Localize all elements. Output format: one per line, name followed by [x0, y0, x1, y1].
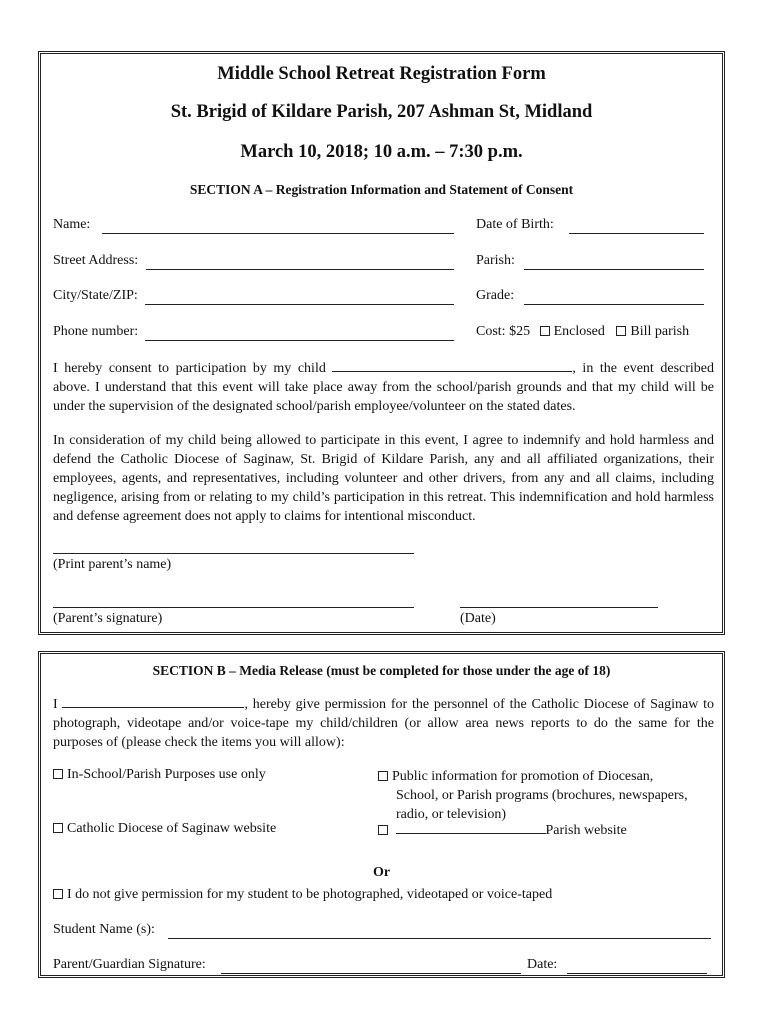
permission-text-end: , hereby give permission for the personnel of the Catholic Diocese of Saginaw to photograph, videotape and/or voice-tape my child/children (or allow area news reports to do the same for the purposes of (please check the items you will allow):: [53, 697, 715, 750]
dob-label: Date of Birth:: [476, 217, 554, 232]
public-option-line-2: School, or Parish programs (brochures, newspapers,: [396, 788, 688, 803]
option-school: [53, 767, 266, 783]
enclosed-checkbox[interactable]: [540, 326, 550, 336]
or-label: Or: [372, 865, 391, 880]
name-label: Name:: [53, 217, 91, 232]
phone-label: Phone number:: [53, 324, 139, 339]
signature-label: (Parent’s signature): [53, 611, 163, 626]
parish-website-field[interactable]: [396, 821, 546, 834]
date-line[interactable]: [460, 607, 658, 608]
option-public: [378, 767, 688, 824]
consent-paragraph: [53, 359, 714, 416]
permission-paragraph: [53, 695, 714, 752]
parish-label: Parish:: [476, 253, 515, 268]
option-parish-website: [378, 821, 627, 839]
section-a-box: [38, 51, 725, 635]
diocese-option-label: Catholic Diocese of Saginaw website: [67, 821, 277, 836]
name-field[interactable]: [102, 221, 454, 234]
public-checkbox[interactable]: [378, 771, 388, 781]
guardian-name-field[interactable]: [62, 695, 244, 708]
guardian-label: Parent/Guardian Signature:: [53, 957, 206, 972]
no-permission-label: I do not give permission for my student to be photographed, videotaped or voice-taped: [67, 887, 553, 902]
section-b-box: [38, 651, 725, 978]
cost-row: [476, 324, 689, 340]
indemnification-paragraph: In consideration of my child being allowed to participate in this event, I agree to indemnify and hold harmless and defend the Catholic Diocese of Saginaw, St. Brigid of Kildare Parish, any and all affiliated organizations, their employees, agents, and representatives, including volunteer and other drivers, from any and all claims, including negligence, arising from or relating to my child’s participation in this retreat. This indemnification and hold harmless and defense agreement does not apply to claims for intentional misconduct.: [53, 433, 714, 524]
student-name-field[interactable]: [168, 926, 711, 939]
street-field[interactable]: [146, 257, 454, 270]
section-b-date-field[interactable]: [567, 961, 707, 974]
bill-parish-label: Bill parish: [630, 324, 690, 339]
parish-field[interactable]: [524, 257, 704, 270]
consent-text-start: I hereby consent to participation by my child: [53, 361, 326, 376]
form-title: Middle School Retreat Registration Form: [217, 64, 546, 84]
phone-field[interactable]: [145, 328, 454, 341]
option-no-permission: [53, 887, 552, 903]
section-a-heading: SECTION A – Registration Information and Statement of Consent: [189, 182, 574, 197]
cost-label: Cost: $25: [476, 324, 531, 339]
permission-text-start: I: [53, 697, 58, 712]
public-option-line-1: Public information for promotion of Diocesan,: [392, 769, 654, 784]
bill-parish-checkbox[interactable]: [616, 326, 626, 336]
public-option-line-3: radio, or television): [396, 807, 507, 822]
grade-field[interactable]: [524, 292, 704, 305]
enclosed-label: Enclosed: [553, 324, 605, 339]
event-location: St. Brigid of Kildare Parish, 207 Ashman St, Midland: [170, 102, 593, 122]
section-b-date-label: Date:: [527, 957, 558, 972]
child-name-field[interactable]: [332, 359, 572, 372]
print-name-label: (Print parent’s name): [53, 557, 172, 572]
option-diocese: [53, 821, 276, 837]
print-name-line[interactable]: [53, 553, 414, 554]
city-field[interactable]: [145, 292, 454, 305]
section-b-heading: SECTION B – Media Release (must be completed for those under the age of 18): [152, 663, 611, 678]
guardian-signature-field[interactable]: [221, 961, 521, 974]
dob-field[interactable]: [569, 221, 704, 234]
event-date: March 10, 2018; 10 a.m. – 7:30 p.m.: [240, 142, 523, 162]
consent-text-end: , in the event described above. I understand that this event will take place away from the school/parish grounds and that my child will be under the supervision of the designated school/parish employee/volunteer on the stated dates.: [53, 361, 715, 414]
diocese-checkbox[interactable]: [53, 823, 63, 833]
grade-label: Grade:: [476, 288, 515, 303]
parish-website-label: Parish website: [545, 823, 627, 838]
student-label: Student Name (s):: [53, 922, 155, 937]
signature-line[interactable]: [53, 607, 414, 608]
date-label: (Date): [460, 611, 496, 626]
school-checkbox[interactable]: [53, 769, 63, 779]
school-option-label: In-School/Parish Purposes use only: [67, 767, 266, 782]
parish-website-checkbox[interactable]: [378, 825, 388, 835]
no-permission-checkbox[interactable]: [53, 889, 63, 899]
street-label: Street Address:: [53, 253, 139, 268]
city-label: City/State/ZIP:: [53, 288, 138, 303]
